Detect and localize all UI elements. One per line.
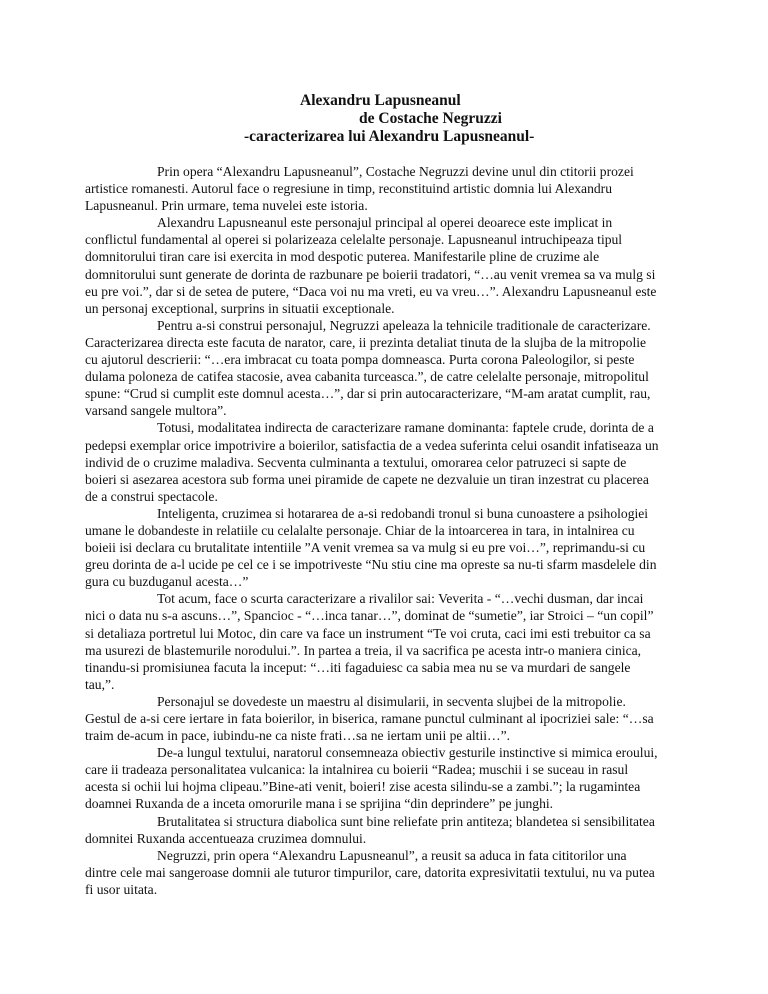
- paragraph-4: Totusi, modalitatea indirecta de caracterizare ramane dominanta: faptele crude, dorinta de a pedepsi exemplar orice impotrivire a boierilor, satisfactia de a vedea suferinta celui osandit infatiseaza un individ de o cruzime maladiva. Secventa culminanta a textului, omorarea celor patruzeci si sapte de boieri si asezarea acestora sub forma unei piramide de capete ne dezvaluie un tiran inzestrat cu placerea de a construi spectacole.: [85, 420, 659, 504]
- paragraph-7: Personajul se dovedeste un maestru al disimularii, in secventa slujbei de la mitropolie. Gestul de a-si cere iertare in fata boierilor, in biserica, ramane punctul culminant al ipocriziei sale: “…sa traim de-acum in pace, iubindu-ne ca niste frati…sa ne iertam unii pe altii…”.: [85, 693, 654, 744]
- paragraph-6: Tot acum, face o scurta caracterizare a rivalilor sai: Veverita - “…vechi dusman, dar incai nici o data nu s-a ascuns…”, Spancioc - “…inca tanar…”, dominat de “sumetie”, iar Stroici – “un copil” si detaliaza portretul lui Motoc, din care va face un instrument “Te voi cruta, caci imi esti trebuitor ca sa ma usurezi de blastemurile norodului.”. In partea a treia, il va sacrifica pe acesta intr-o maniera cinica, tinandu-si promisiunea facuta la inceput: “…iti fagaduiesc ca sabia mea nu se va murdari de sangele tau,”.: [85, 591, 654, 692]
- paragraph-2: Alexandru Lapusneanul este personajul principal al operei deoarece este implicat in conflictul fundamental al operei si polarizeaza celelalte personaje. Lapusneanul intruchipeaza tipul domnitorului tiran care isi exercita in mod despotic puterea. Manifestarile pline de cruzime ale domnitorului sunt generate de dorinta de razbunare pe boierii tradatori, “…au venit vremea sa va mulg si eu pre voi.”, dar si de setea de putere, “Daca voi nu ma vreti, eu va vreu…”. Alexandru Lapusneanul este un personaj exceptional, surprins in situatii exceptionale.: [85, 215, 657, 316]
- title-line-1: Alexandru Lapusneanul: [300, 92, 461, 109]
- paragraph-5: Inteligenta, cruzimea si hotararea de a-si redobandi tronul si buna cunoastere a psihologiei umane le dobandeste in relatiile cu celalalte personaje. Chiar de la intoarcerea in tara, in intalnirea cu boieii isi declara cu brutalitate intentiile ”A venit vremea sa va mulg si eu pre voi…”, reprimandu-si cu greu dorinta de a-l ucide pe cel ce i se impotriveste “Nu stiu cine ma opreste sa nu-ti sfarm masdelele din gura cu buzduganul acesta…”: [85, 505, 657, 590]
- title-line-3: -caracterizarea lui Alexandru Lapusneanul-: [244, 128, 535, 145]
- paragraph-3: Pentru a-si construi personajul, Negruzzi apeleaza la tehnicile traditionale de caracterizare. Caracterizarea directa este facuta de narator, care, ii prezinta detaliat tinuta de la slujba de la mitropolie cu ajutorul descrierii: “…era imbracat cu toata pompa domneasca. Purta corona Paleologilor, si peste dulama poloneza de catifea stacosie, avea cabanita turceasca.”, de catre celelalte personaje, mitropolitul spune: “Crud si cumplit este domnul acesta…”, dar si prin autocaracterizare, “M-am aratat cumplit, rau, varsand sangele multora”.: [85, 317, 651, 419]
- paragraph-10: Negruzzi, prin opera “Alexandru Lapusneanul”, a reusit sa aduca in fata cititorilor una dintre cele mai sangeroase domnii ale tuturor timpurilor, care, datorita expresivitatii textului, nu va putea fi usor uitata.: [85, 847, 655, 897]
- title-line-2: de Costache Negruzzi: [359, 110, 502, 127]
- paragraph-1: Prin opera “Alexandru Lapusneanul”, Costache Negruzzi devine unul din ctitorii prozei artistice romanesti. Autorul face o regresiune in timp, reconstituind artistic domnia lui Alexandru Lapusneanul. Prin urmare, tema nuvelei este istoria.: [85, 164, 634, 214]
- paragraph-8: De-a lungul textului, naratorul consemneaza obiectiv gesturile instinctive si mimica eroului, care ii tradeaza personalitatea vulcanica: la intalnirea cu boierii “Radea; muschii i se suceau in rasul acesta si ochii lui hojma clipeau.”Bine-ati venit, boieri! zise acesta silindu-se a zambi.”; la rugamintea doamnei Ruxanda de a inceta omorurile mana i se sprijina “din deprindere” pe junghi.: [85, 745, 658, 812]
- paragraph-9: Brutalitatea si structura diabolica sunt bine reliefate prin antiteza; blandetea si sensibilitatea domnitei Ruxanda accentueaza cruzimea domnului.: [85, 813, 655, 846]
- document-body: [85, 163, 660, 898]
